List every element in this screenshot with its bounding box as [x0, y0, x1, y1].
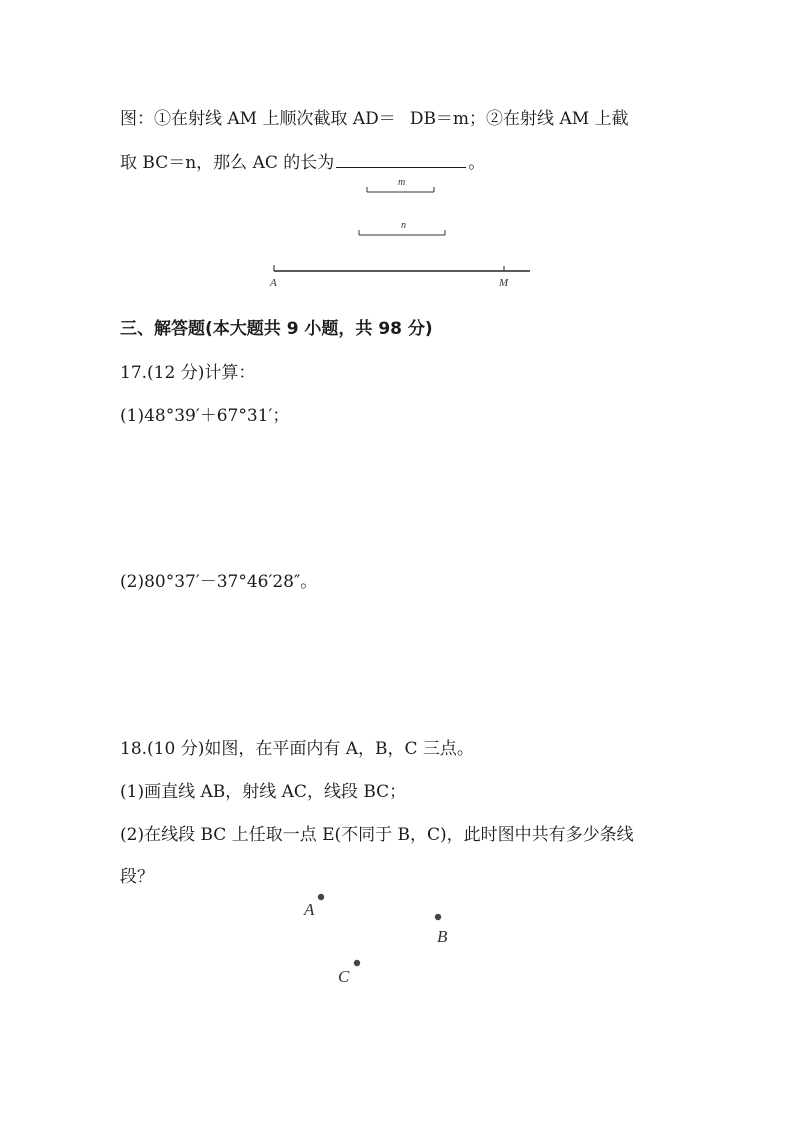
segment-n-label: n [401, 220, 406, 231]
section-heading: 三、解答题(本大题共 9 小题，共 98 分) [120, 319, 433, 339]
q18-part2-line1: (2)在线段 BC 上任取一点 E(不同于 B，C)，此时图中共有多少条线 [120, 825, 634, 845]
q16-line2-text-a: 取 BC＝n，那么 AC 的长为 [120, 153, 335, 173]
point-b [435, 914, 441, 920]
ray-start-label: A [270, 277, 277, 289]
q17-part2: (2)80°37′－37°46′28″。 [120, 572, 318, 592]
point-a [318, 894, 324, 900]
q18-stem: 18.(10 分)如图，在平面内有 A，B，C 三点。 [120, 739, 474, 759]
point-c [354, 960, 360, 966]
ray-end-label: M [499, 277, 509, 289]
point-a-label: A [304, 900, 315, 919]
q16-line2-text-b: 。 [468, 153, 486, 173]
q17-stem: 17.(12 分)计算： [120, 363, 256, 383]
segment-m-label: m [398, 177, 406, 188]
point-b-label: B [437, 927, 448, 946]
q16-line1-text-b: DB＝m；②在射线 AM 上截 [409, 109, 629, 129]
point-c-label: C [338, 967, 350, 986]
q17-part1: (1)48°39′＋67°31′； [120, 406, 290, 426]
q16-line1-text-a: 图：①在射线 AM 上顺次截取 AD＝ [120, 109, 396, 129]
q18-part2-line2: 段？ [120, 867, 154, 887]
ray-am [274, 265, 530, 271]
q18-part1: (1)画直线 AB，射线 AC，线段 BC； [120, 782, 407, 802]
